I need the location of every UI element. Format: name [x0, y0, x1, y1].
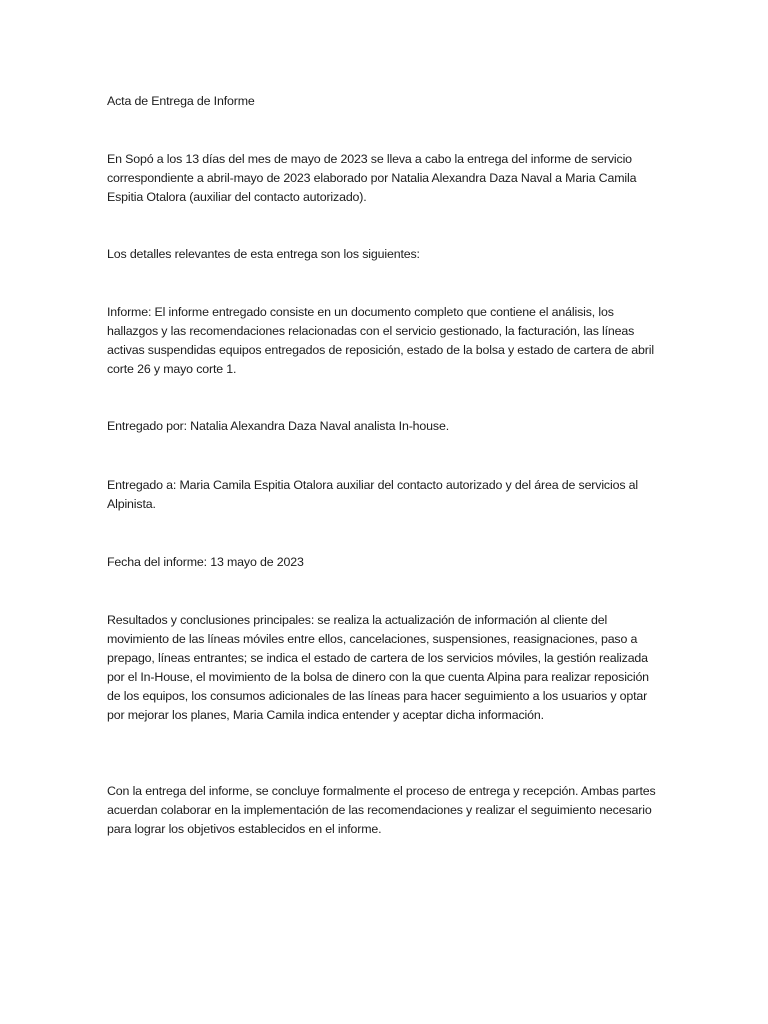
fecha-informe: Fecha del informe: 13 mayo de 2023	[107, 555, 304, 569]
document-title: Acta de Entrega de Informe	[107, 94, 255, 108]
intro-paragraph: En Sopó a los 13 días del mes de mayo de 2023 se lleva a cabo la entrega del informe de servicio correspondiente a abril-mayo de 2023 elaborado por Natalia Alexandra Daza Naval a Maria Camila Espitia Otalora (auxiliar del contacto autorizado).	[107, 152, 637, 204]
informe-paragraph: Informe: El informe entregado consiste en un documento completo que contiene el análisis, los hallazgos y las recomendaciones relacionadas con el servicio gestionado, la facturación, las líneas activas suspendidas equipos entregados de reposición, estado de la bolsa y estado de cartera de abril corte 26 y mayo corte 1.	[107, 305, 654, 376]
cierre-paragraph: Con la entrega del informe, se concluye formalmente el proceso de entrega y recepción. Ambas partes acuerdan colaborar en la implementación de las recomendaciones y realizar el seguimiento necesario para lograr los objetivos establecidos en el informe.	[107, 784, 656, 836]
entregado-a: Entregado a: Maria Camila Espitia Otalora auxiliar del contacto autorizado y del área de servicios al Alpinista.	[107, 478, 639, 511]
details-heading: Los detalles relevantes de esta entrega son los siguientes:	[107, 247, 420, 261]
entregado-por: Entregado por: Natalia Alexandra Daza Naval analista In-house.	[107, 419, 449, 433]
resultados-paragraph: Resultados y conclusiones principales: se realiza la actualización de información al cliente del movimiento de las líneas móviles entre ellos, cancelaciones, suspensiones, reasignaciones, paso a prepago, líneas entrantes; se indica el estado de cartera de los servicios móviles, la gestión realizada por el In-House, el movimiento de la bolsa de dinero con la que cuenta Alpina para realizar reposición de los equipos, los consumos adicionales de las líneas para hacer seguimiento a los usuarios y optar por mejorar los planes, Maria Camila indica entender y aceptar dicha información.	[107, 613, 649, 722]
